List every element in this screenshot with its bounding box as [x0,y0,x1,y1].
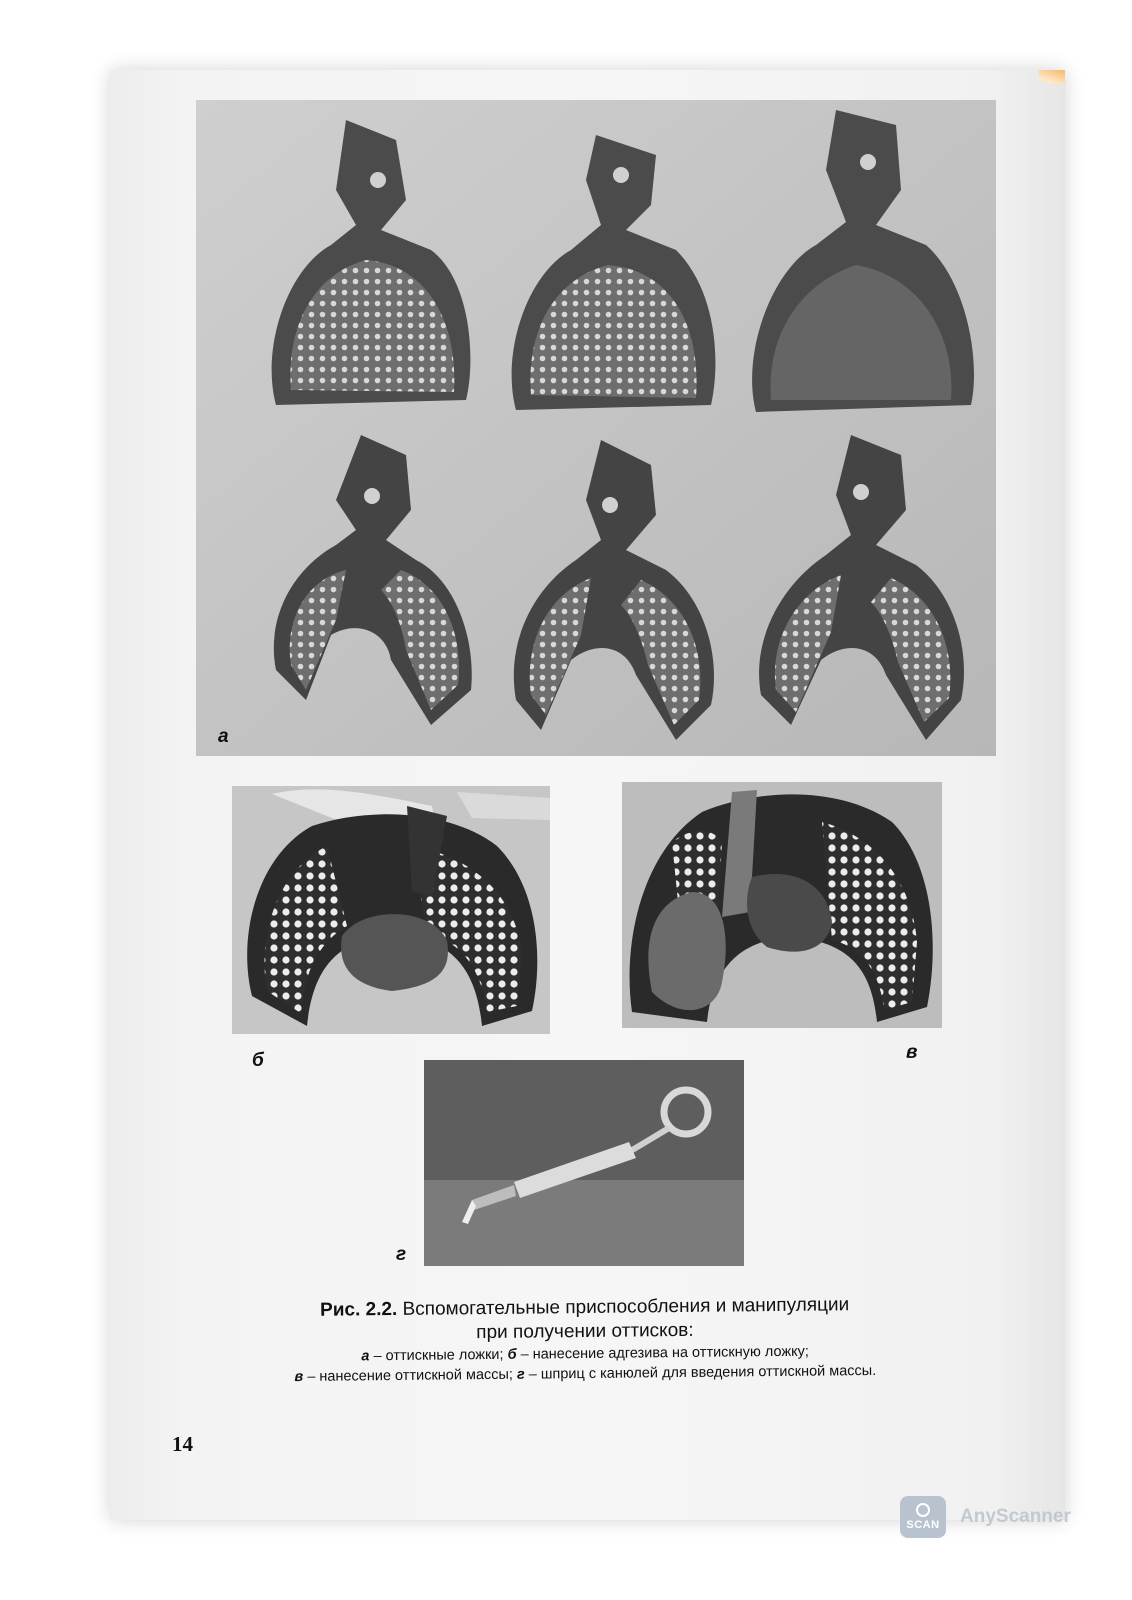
legend-key-v: в [294,1368,304,1386]
watermark-brand: AnyScanner [960,1506,1071,1527]
figure-caption [200,1292,971,1388]
legend-text-a: – оттискные ложки; [369,1346,508,1365]
adhesive-application-image [232,786,550,1034]
scan-app-icon [900,1496,946,1538]
figure-number: Рис. 2.2. [320,1298,398,1321]
legend-key-g: г [516,1366,525,1383]
legend-key-b: б [507,1346,517,1363]
caption-title-part2: при получении оттисков: [476,1319,694,1344]
camera-dot-icon [916,1503,930,1517]
photo-panel-g [424,1060,744,1266]
panel-label-g: г [396,1244,407,1265]
panel-label-a: а [218,726,229,747]
panel-label-v: в [906,1042,918,1063]
panel-label-b: б [252,1050,264,1071]
impression-trays-image [196,100,996,756]
photo-panel-b [232,786,550,1034]
scanner-watermark [900,1496,1071,1538]
legend-text-g: – шприц с канюлей для введения оттискной массы. [524,1362,877,1383]
legend-key-a: а [361,1348,370,1365]
photo-panel-a [196,100,996,756]
legend-text-b: – нанесение адгезива на оттискную ложку; [516,1343,809,1363]
impression-material-image [622,782,942,1028]
legend-text-v: – нанесение оттискной массы; [303,1366,518,1385]
syringe-cannula-image [424,1060,744,1266]
scan-icon-text: SCAN [906,1519,940,1531]
photo-panel-v [622,782,942,1028]
page-corner [1039,70,1065,84]
page-number: 14 [172,1432,193,1456]
caption-title-part1: Вспомогательные приспособления и манипуляции [402,1294,850,1320]
